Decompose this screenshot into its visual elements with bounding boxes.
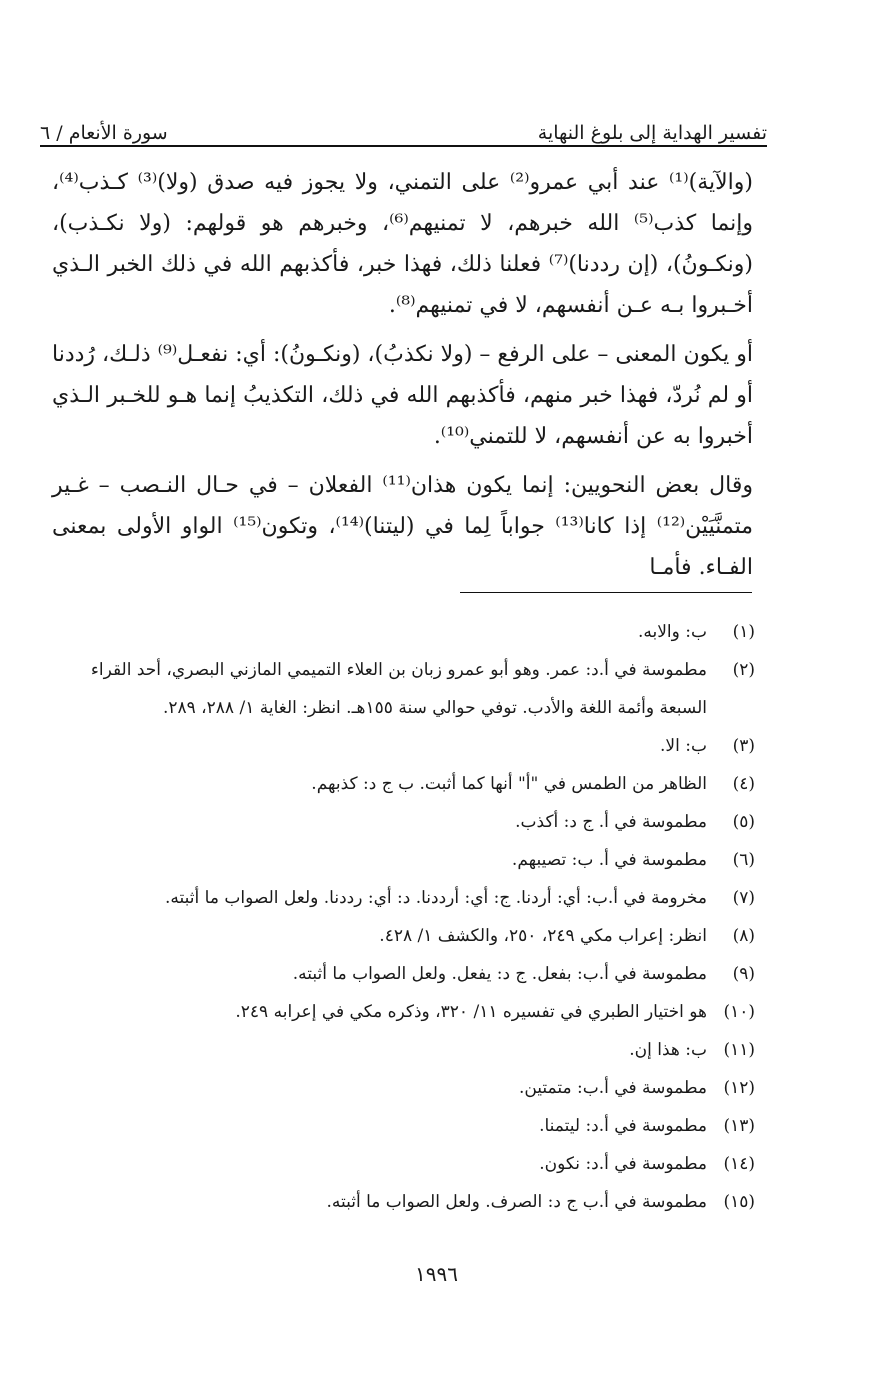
footnote-text: مطموسة في أ. ب: تصيبهم. [511,850,707,870]
footnote-number: (١٣) [723,1116,755,1136]
footnote-divider [460,592,752,593]
page-number: ١٩٩٦ [415,1262,458,1286]
footnote-number: (٧) [732,888,755,908]
footnote-text: مطموسة في أ.د: نكون. [539,1154,707,1174]
footnote-number: (١٢) [723,1078,755,1098]
footnote-number: (٣) [732,736,755,756]
footnote-text: مطموسة في أ.ب: بفعل. ج د: يفعل. ولعل الصواب ما أثبته. [292,964,707,984]
footnote-item [52,727,755,765]
footnote-item [52,1145,755,1183]
footnote-number: (١٠) [723,1002,755,1022]
footnote-item [52,917,755,955]
paragraph: وقال بعض النحويين: إنما يكون هذان⁽¹¹⁾ الفعلان – في حـال النـصب – غـير متمنَّيَيْن⁽¹²⁾ إذا كانا⁽¹³⁾ جواباً لِما في (ليتنا)⁽¹⁴⁾، وتكون⁽¹⁵⁾ الواو الأولى بمعنى الفـاء. فأمـا [52,473,753,580]
footnote-number: (٩) [732,964,755,984]
footnote-text: مخرومة في أ.ب: أي: أردنا. ج: أي: أرددنا. د: أي: رددنا. ولعل الصواب ما أثبته. [165,888,707,908]
footnote-item [52,803,755,841]
footnote-text: ب: والابه. [637,622,707,642]
footnote-number: (٥) [732,812,755,832]
footnote-number: (١١) [723,1040,755,1060]
footnote-text: ب: هذا إن. [629,1040,707,1060]
paragraph: أو يكون المعنى – على الرفع – (ولا نكذبُ)، (ونكـونُ): أي: نفعـل⁽⁹⁾ ذلـك، رُددنا أو لم نُردّ، فهذا خبر منهم، فأكذبهم الله في ذلك، التكذيبُ إنما هـو للخـبر الـذي أخبروا به عن أنفسهم، لا للتمني⁽¹⁰⁾. [52,342,753,449]
footnote-text: مطموسة في أ.ب ج د: الصرف. ولعل الصواب ما أثبته. [326,1192,707,1212]
running-header [40,104,767,144]
footnote-item [52,651,755,727]
footnote-number: (٤) [732,774,755,794]
footnote-number: (٢) [732,660,755,680]
footnote-text: مطموسة في أ. ج د: أكذب. [515,812,707,832]
footnote-text: ب: الا. [660,736,707,756]
footnote-item [52,1183,755,1221]
footnote-item [52,1107,755,1145]
surah-page-label: سورة الأنعام / ٦ [40,122,168,144]
footnote-item [52,1031,755,1069]
footnote-number: (٦) [732,850,755,870]
footnote-item [52,1069,755,1107]
footnote-number: (١٤) [723,1154,755,1174]
paragraph: (والآية)⁽¹⁾ عند أبي عمرو⁽²⁾ على التمني، ولا يجوز فيه صدق (ولا)⁽³⁾ كـذب⁽⁴⁾، وإنما كذب⁽⁵⁾ الله خبرهم، لا تمنيهم⁽⁶⁾، وخبرهم هو قولهم: (ولا نكـذب)، (ونكـونُ)، (إن رددنا)⁽⁷⁾ فعلنا ذلك، فهذا خبر، فأكذبهم الله في ذلك الخبر الـذي أخـبروا بـه عـن أنفسهم، لا في تمنيهم⁽⁸⁾. [52,170,754,318]
footnote-item [52,841,755,879]
footnote-text: مطموسة في أ.د: عمر. وهو أبو عمرو زبان بن العلاء التميمي المازني البصري، أحد القراء السبعة وأئمة اللغة والأدب. توفي حوالي سنة ١٥٥هـ. انظر: الغاية ١/ ٢٨٨، ٢٨٩. [90,660,707,718]
footnote-text: الظاهر من الطمس في "أ" أنها كما أثبت. ب ج د: كذبهم. [311,774,707,794]
book-title: تفسير الهداية إلى بلوغ النهاية [537,122,767,144]
footnote-item [52,993,755,1031]
footnote-item [52,765,755,803]
footnote-item [52,613,755,651]
footnote-item [52,879,755,917]
footnote-text: هو اختيار الطبري في تفسيره ١١/ ٣٢٠، وذكره مكي في إعرابه ٢٤٩. [235,1002,707,1022]
footnote-text: مطموسة في أ.د: ليتمنا. [539,1116,707,1136]
footnote-text: انظر: إعراب مكي ٢٤٩، ٢٥٠، والكشف ١/ ٤٢٨. [379,926,707,946]
footnote-number: (٨) [732,926,755,946]
footnote-number: (١٥) [723,1192,755,1212]
footnote-number: (١) [732,622,755,642]
footnote-item [52,955,755,993]
header-divider [40,145,767,147]
footnote-text: مطموسة في أ.ب: متمتين. [518,1078,707,1098]
main-text [52,162,753,596]
footnotes-list [52,613,755,1221]
